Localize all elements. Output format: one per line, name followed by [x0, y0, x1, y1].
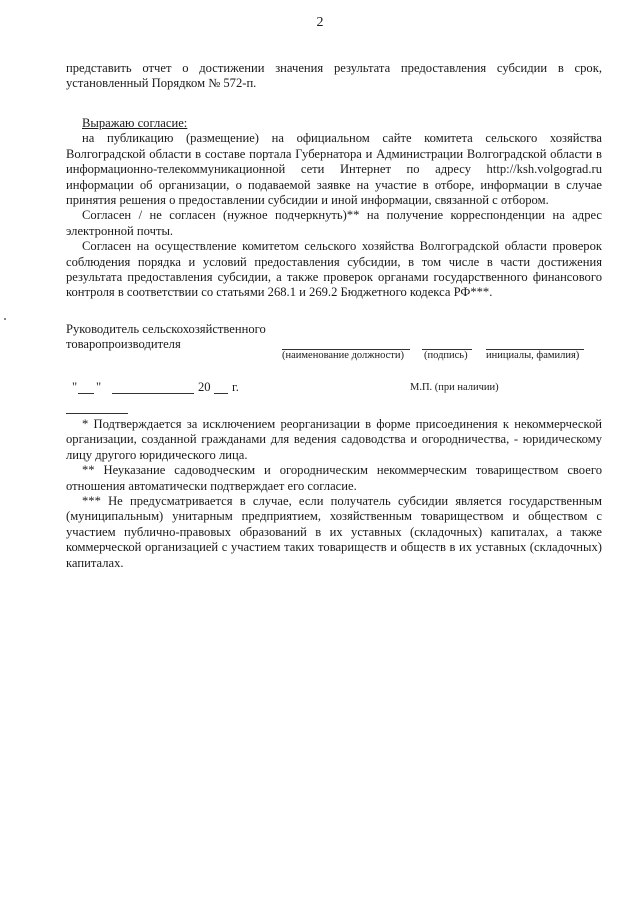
- label-signature: (подпись): [424, 350, 468, 361]
- intro-text: представить отчет о достижении значения результата предоставления субсидии в срок, установленный Порядком № 572-п.: [66, 61, 602, 91]
- footnote-3: *** Не предусматривается в случае, если получатель субсидии является государственным (муниципальным) унитарным предприятием, хозяйственным товариществом и обществом с участием публично-правовых образований в их уставных (складочных) капиталах, а также коммерческой организацией с участием таких товариществ и обществ в их уставных (складочных) капиталах.: [66, 494, 602, 570]
- footnote-2: ** Неуказание садоводческим и огородническим некоммерческим товариществом своего отношения автоматически подтверждает его согласие.: [66, 463, 602, 493]
- footnote-separator: [66, 413, 128, 414]
- consent-heading: Выражаю согласие:: [82, 116, 188, 130]
- year-suffix: г.: [232, 380, 239, 394]
- consent-email: Согласен / не согласен (нужное подчеркнуть)** на получение корреспонденции на адрес электронной почты.: [66, 208, 602, 238]
- head-title-line1: Руководитель сельскохозяйственного: [66, 322, 266, 336]
- head-title-line2: товаропроизводителя: [66, 337, 181, 352]
- day-blank-line: [78, 393, 94, 394]
- footnote-1: * Подтверждается за исключением реорганизации в форме присоединения к некоммерческой организации, созданной гражданами для ведения садоводства и огородничества, - юридическому лицу другого юридического лица.: [66, 417, 602, 462]
- consent-section: [66, 116, 602, 301]
- scan-mark: [4, 318, 6, 320]
- year-prefix: 20: [198, 380, 211, 394]
- footnotes: [66, 417, 602, 571]
- consent-publication: на публикацию (размещение) на официальном сайте комитета сельского хозяйства Волгоградской области в составе портала Губернатора и Администрации Волгоградской области в информационно-телекоммуникационной сети Интернет по адресу http://ksh.volgograd.ru информации об организации, о подаваемой заявке на участие в отборе, информации в случае принятия решения о предоставлении субсидии и иной информации, связанной с отбором.: [66, 131, 602, 208]
- date-close-quote: ": [96, 380, 102, 394]
- intro-paragraph: [66, 61, 602, 92]
- month-blank-line: [112, 393, 194, 394]
- label-position: (наименование должности): [282, 350, 405, 361]
- label-name: инициалы, фамилия): [486, 350, 580, 361]
- page-number: 2: [316, 15, 324, 30]
- date-open-quote: ": [72, 380, 78, 394]
- year-blank-line: [214, 393, 228, 394]
- consent-inspections: Согласен на осуществление комитетом сельского хозяйства Волгоградской области проверок соблюдения порядка и условий предоставления субсидии, в том числе в части достижения результата предоставления субсидии, а также проверок органами государственного финансового контроля в соответствии со статьями 268.1 и 269.2 Бюджетного кодекса РФ***.: [66, 239, 602, 300]
- stamp-label: М.П. (при наличии): [410, 382, 499, 393]
